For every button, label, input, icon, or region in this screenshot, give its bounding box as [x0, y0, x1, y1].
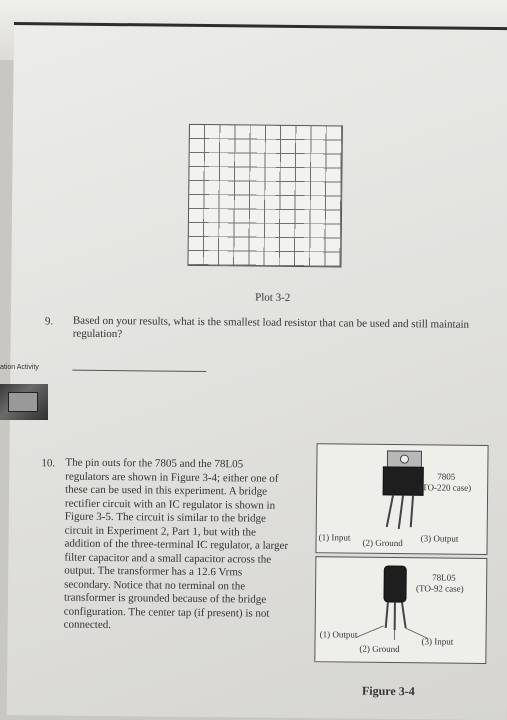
reg1-pin1: (1) Input — [319, 532, 351, 542]
reg2-case: (TO-92 case) — [416, 583, 464, 593]
reg2-pin2: (2) Ground — [359, 644, 399, 654]
document-page — [7, 22, 507, 720]
reg1-name: 7805 — [437, 471, 455, 481]
plot-grid — [187, 124, 342, 268]
question-9-text: Based on your results, what is the smallest load resistor that can be used and still maintain regulation? — [73, 315, 483, 345]
sidebar-thumbnail — [0, 384, 48, 420]
reg1-pin3: (3) Output — [421, 533, 459, 543]
reg2-pin3: (3) Input — [421, 636, 453, 646]
reg2-pin1: (1) Output — [320, 629, 358, 639]
reg2-name: 78L05 — [432, 572, 456, 582]
figure-78l05-box — [314, 556, 487, 664]
to92-package-icon — [315, 557, 486, 663]
reg1-pin2: (2) Ground — [363, 538, 403, 548]
plot-title: Plot 3-2 — [255, 292, 290, 304]
figure-7805-box — [315, 443, 488, 555]
figure-caption: Figure 3-4 — [362, 684, 415, 700]
question-10-text: The pin outs for the 7805 and the 78L05 regulators are shown in Figure 3-4; either one of these can be used in this experiment. A bridge rectifier circuit with an IC regulator is shown in Figure 3-5. The circuit is similar to the bridge circuit in Experiment 2, Part 1, but with the addition of the three-terminal IC regulator, a larger filter capacitor and a small capacitor across the output. The transformer has a 12.6 Vrms secondary. Notice that no terminal on the transformer is grounded because of the bridge configuration. The center tap (if present) is not connected. — [64, 457, 290, 635]
question-9-number: 9. — [45, 315, 53, 327]
answer-line — [72, 370, 206, 372]
reg1-case: (TO-220 case) — [419, 482, 471, 493]
sidebar-tab-label: ation Activity — [0, 364, 48, 376]
question-10-number: 10. — [41, 457, 55, 469]
